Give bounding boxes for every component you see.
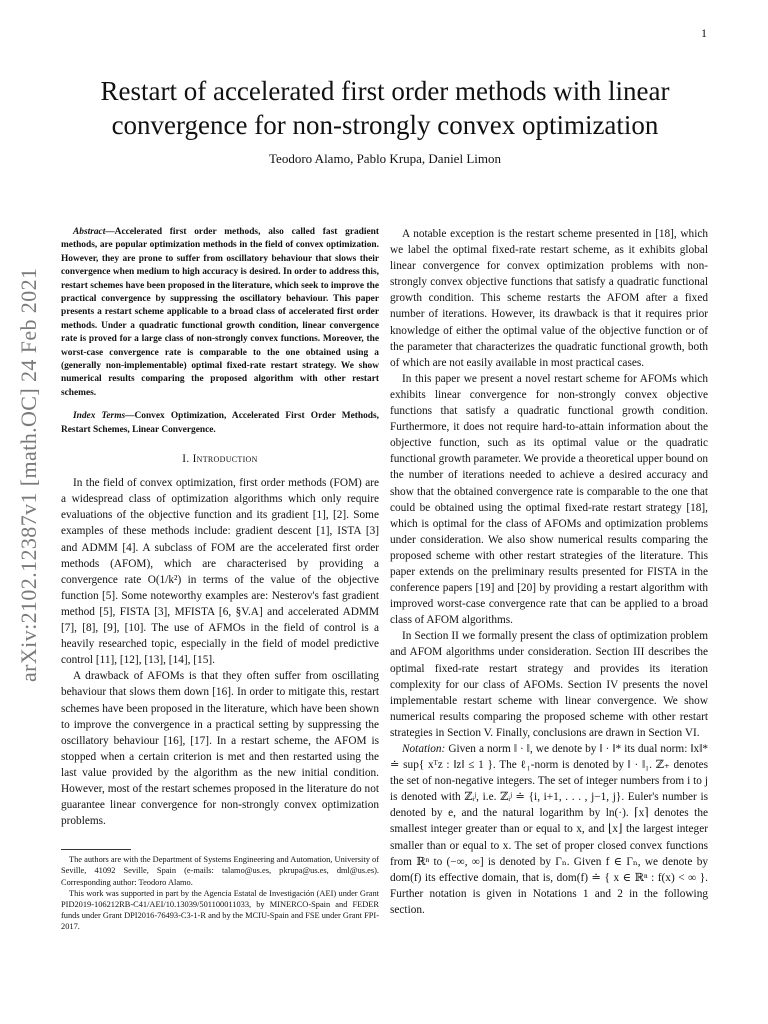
intro-paragraph-1: In the field of convex optimization, first order methods (FOM) are a widespread class of optimization algorithms which only require evaluations of the objective function and its gradient [1], [2]. Some examples of these methods include: gradient descent [1], ISTA [3] and ADMM [4]. A subclass of FOM are the accelerated first order methods (AFOM), which are characterised by providing a convergence rate O(1/k²) in terms of the value of the objective function [5]. Some noteworthy examples are: Nesterov's fast gradient method [5], FISTA [3], MFISTA [6, §V.A] and accelerated ADMM [7], [8], [9], [10]. The use of AFMOs in the field of control is a heavily researched topic, especially in the field of model predictive control [11], [12], [13], [14], [15]. (61, 477, 379, 667)
paper-title (40, 74, 730, 142)
notation-text: Given a norm ‖ · ‖, we denote by ‖ · ‖* its dual norm: ‖x‖* ≐ sup{ xᵀz : ‖z‖ ≤ 1 }. The ℓ₁-norm is denoted by ‖ · ‖₁. ℤ₊ denotes the set of non-negative integers. The set of integer numbers from i to j is denoted with ℤᵢʲ, i.e. ℤᵢʲ ≐ {i, i+1, . . . , j−1, j}. Euler's number is denoted by e, and the natural logarithm by ln(·). ⌈x⌉ denotes the smallest integer greater than or equal to x, and ⌊x⌋ the largest integer smaller than or equal to x. The set of proper closed convex functions from ℝⁿ to (−∞, ∞] is denoted by Γₙ. Given f ∈ Γₙ, we denote by dom(f) its effective domain, that is, dom(f) ≐ { x ∈ ℝⁿ : f(x) < ∞ }. Further notation is given in Notations 1 and 2 in the following section. (390, 743, 708, 916)
footnote-funding: This work was supported in part by the Agencia Estatal de Investigación (AEI) under Grant PID2019-106212RB-C41/AEI/10.13039/501100011033, by MINERCO-Spain and FEDER funds under Grant DPI2016-76493-C3-1-R and by the MCIU-Spain and FSE under Grant FPI-2017. (61, 888, 379, 932)
footnote-affiliation: The authors are with the Department of Systems Engineering and Automation, University of Seville, 41092 Seville, Spain (e-mails: talamo@us.es, pkrupa@us.es, dml@us.es). Corresponding author: Teodoro Alamo. (61, 855, 379, 887)
title-line-2: convergence for non-strongly convex optimization (111, 110, 659, 140)
title-line-1: Restart of accelerated first order methods with linear (100, 76, 670, 106)
page-number: 1 (701, 26, 707, 40)
arxiv-identifier-stamp[interactable]: arXiv:2102.12387v1 [math.OC] 24 Feb 2021 (16, 267, 41, 682)
section-number: I. (182, 453, 190, 466)
abstract-label: Abstract (73, 227, 106, 237)
intro-paragraph-3: A notable exception is the restart scheme presented in [18], which we label the optimal fixed-rate restart scheme, as it exhibits global linear convergence for convex optimization problems with non-strongly convex objective functions that satisfy a quadratic functional growth condition. This scheme restarts the AFOM after a fixed number of iterations. However, its drawback is that it requires prior knowledge of either the optimal value of the objective function or of the parameter that characterizes the quadratic functional growth, both of which are not easily available in most practical cases. (390, 228, 708, 369)
notation-paragraph (390, 741, 708, 918)
index-terms (61, 410, 379, 437)
section-heading-introduction (61, 451, 379, 467)
intro-paragraph-4: In this paper we present a novel restart scheme for AFOMs which exhibits linear convergence for non-strongly convex objective functions that satisfy a quadratic functional growth condition. Furthermore, it does not require hard-to-attain information about the objective function, such as its optimal value or the quadratic functional growth parameter. We provide a theoretical upper bound on the number of iterations needed to achieve a desired accuracy and show that the obtained convergence rate is comparable to the one that could be obtained using the optimal fixed-rate restart strategy [18], which is optimal for the class of AFOMs and optimization problems under consideration. We also show numerical results comparing the proposed scheme with other restart strategies of the literature. This paper extends on the preliminary results presented for FISTA in the conference papers [19] and [20] by providing a restart algorithm with improved worst-case convergence rate that can be applied to a broad class of AFOM algorithms. (390, 372, 708, 627)
intro-paragraph-5: In Section II we formally present the class of optimization problem and AFOM algorithms under consideration. Section III describes the optimal fixed-rate restart strategy and provides its iteration complexity for our class of AFOMs. Section IV presents the novel implementable restart scheme with linear convergence. We show numerical results comparing the proposed scheme with other restart strategies in Section V. Finally, conclusions are drawn in Section VI. (390, 630, 708, 739)
left-column (61, 226, 379, 933)
index-terms-text: —Convex Optimization, Accelerated First Order Methods, Restart Schemes, Linear Convergence. (61, 411, 379, 435)
index-terms-label: Index Terms (73, 411, 126, 422)
footnote-divider (61, 849, 131, 850)
section-title: Introduction (192, 453, 258, 466)
abstract (61, 226, 379, 400)
notation-label: Notation: (402, 743, 446, 755)
author-list: Teodoro Alamo, Pablo Krupa, Daniel Limon (269, 151, 501, 166)
abstract-text: —Accelerated first order methods, also called fast gradient methods, are popular optimization methods in the field of convex optimization. However, they are prone to suffer from oscillatory behaviour that slows their convergence when medium to high accuracy is desired. In order to address this, restart schemes have been proposed in the literature, which seek to improve the practical convergence by suppressing the oscillatory behaviour. This paper presents a restart scheme applicable to a broad class of accelerated first order methods. Under a quadratic functional growth condition, linear convergence rate is proved for a large class of non-strongly convex functions. Moreover, the worst-case convergence rate is comparable to the one obtained using a (generally non-implementable) optimal fixed-rate restart strategy. We show numerical results comparing the proposed algorithm with other restart schemes. (61, 227, 379, 398)
intro-paragraph-2: A drawback of AFOMs is that they often suffer from oscillating behaviour that slows them down [16]. In order to mitigate this, restart schemes have been proposed in the literature, which have been shown to improve the convergence in a practical setting by suppressing the oscillatory behaviour [16], [17]. In a restart scheme, the AFOM is stopped when a certain criterion is met and then restarted using the last value provided by the algorithm as the new initial condition. However, most of the restart schemes proposed in the literature do not guarantee linear convergence for non-strongly convex optimization problems. (61, 670, 379, 828)
right-column (390, 226, 708, 918)
